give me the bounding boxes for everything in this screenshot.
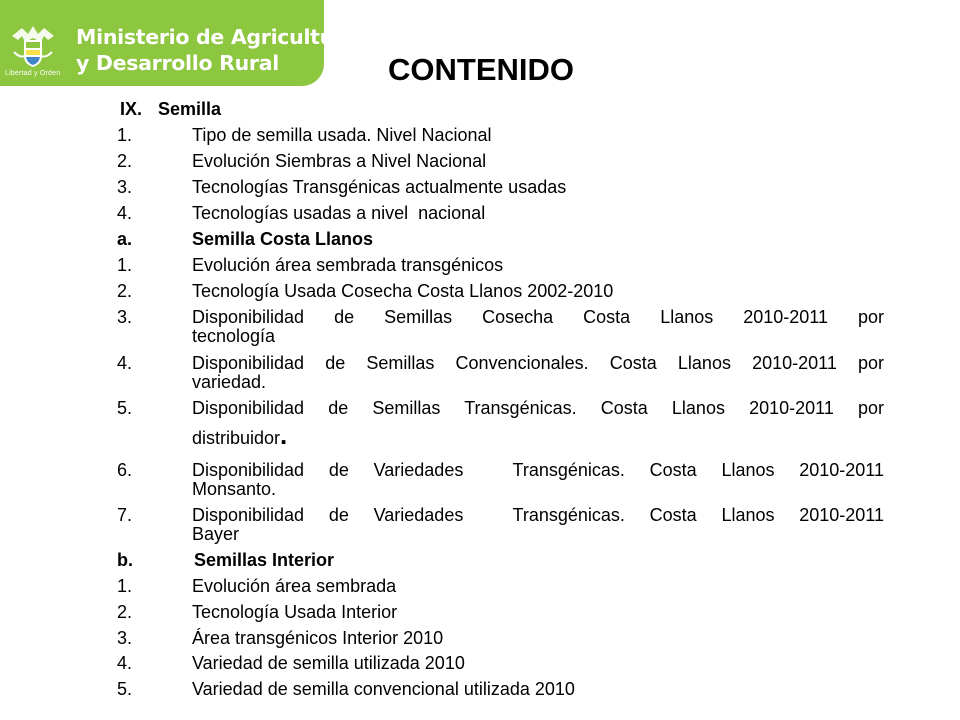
list-item-number: 3. (117, 307, 133, 327)
list-item-number: 2. (117, 602, 133, 622)
list-item-text: Variedad de semilla utilizada 2010 (192, 653, 465, 673)
subsection-letter: a. (117, 229, 133, 249)
section-label: Semilla (158, 99, 222, 119)
subsection-title: Semillas Interior (194, 550, 335, 570)
ministry-name-line2: y Desarrollo Rural (76, 51, 279, 75)
list-item-number: 2. (117, 281, 133, 301)
page-title: CONTENIDO (388, 52, 574, 87)
list-item-number: 4. (117, 653, 133, 673)
list-item-text-line2: Monsanto. (192, 479, 277, 499)
list-item-text: Área transgénicos Interior 2010 (192, 628, 444, 648)
list-item-number: 4. (117, 353, 133, 373)
list-item-text-line1: Disponibilidad de Variedades Transgénicas. Costa Llanos 2010-2011 (192, 460, 884, 480)
list-item-number: 4. (117, 203, 133, 223)
seal-caption: Libertad y Orden (5, 70, 61, 77)
list-item-text: Variedad de semilla convencional utilizada 2010 (192, 679, 575, 699)
list-item-number: 5. (117, 679, 133, 699)
list-item-text: Tecnología Usada Interior (192, 602, 398, 622)
list-item-number: 1. (117, 125, 133, 145)
list-item-number: 7. (117, 505, 133, 525)
list-item-number: 1. (117, 255, 133, 275)
list-item-text-line1: Disponibilidad de Semillas Convencionales. Costa Llanos 2010-2011 por (192, 353, 884, 373)
subsection-title: Semilla Costa Llanos (192, 229, 374, 249)
list-item-number: 2. (117, 151, 133, 171)
list-item-number: 6. (117, 460, 133, 480)
list-item-text-line1: Disponibilidad de Semillas Cosecha Costa Llanos 2010-2011 por (192, 307, 884, 327)
subsection-letter: b. (117, 550, 133, 570)
list-item-text-line2 (192, 420, 884, 450)
list-item-text-line2: tecnología (192, 326, 276, 346)
list-item-text-line2: Bayer (192, 524, 240, 544)
list-item-text: Tecnología Usada Cosecha Costa Llanos 2002-2010 (192, 281, 614, 301)
section-number: IX. (120, 99, 143, 119)
list-item-text: Tecnologías usadas a nivel nacional (192, 203, 486, 223)
ministry-name-line1: Ministerio de Agricultura (76, 25, 358, 49)
list-item-text: Evolución Siembras a Nivel Nacional (192, 151, 487, 171)
list-item-text-line2-period: . (280, 420, 288, 450)
list-item-text-line2: variedad. (192, 372, 267, 392)
list-item-number: 3. (117, 628, 133, 648)
list-item-number: 5. (117, 398, 133, 418)
list-item-text: Tecnologías Transgénicas actualmente usadas (192, 177, 567, 197)
list-item-text: Evolución área sembrada (192, 576, 397, 596)
list-item-text-line1: Disponibilidad de Variedades Transgénicas. Costa Llanos 2010-2011 (192, 505, 884, 525)
list-item-text: Evolución área sembrada transgénicos (192, 255, 504, 275)
list-item-text: Tipo de semilla usada. Nivel Nacional (192, 125, 492, 145)
list-item-number: 1. (117, 576, 133, 596)
list-item-number: 3. (117, 177, 133, 197)
list-item-text-line2-word: distribuidor (192, 428, 281, 448)
list-item-text-line1: Disponibilidad de Semillas Transgénicas. Costa Llanos 2010-2011 por (192, 398, 884, 418)
